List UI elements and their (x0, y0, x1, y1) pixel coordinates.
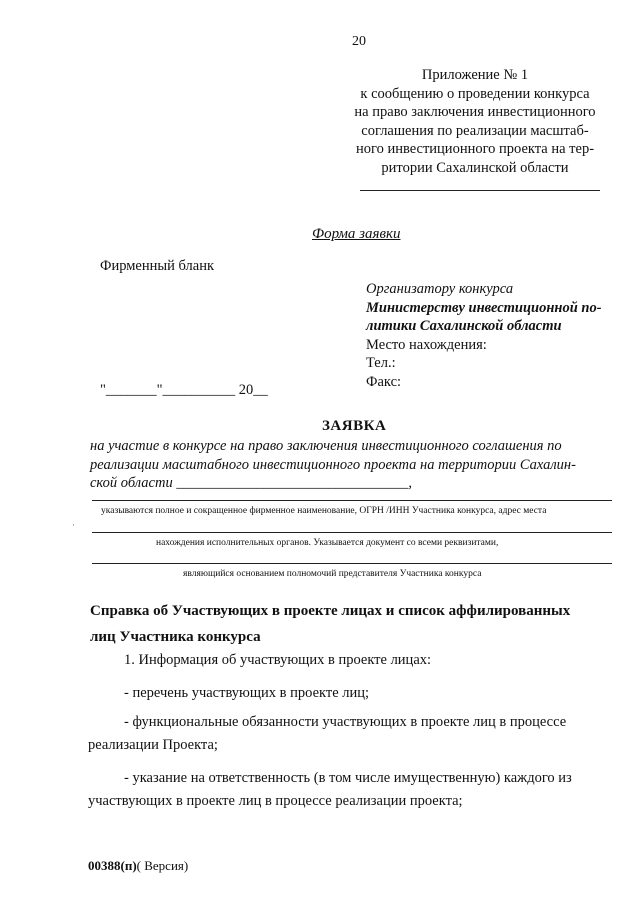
appendix-line-6: ритории Сахалинской области (381, 159, 569, 176)
form-title: Форма заявки (312, 226, 401, 242)
hint-line-1: указываются полное и сокращенное фирменное наименование, ОГРН /ИНН Участника конкурса, адрес места (101, 506, 547, 516)
appendix-line-3: на право заключения инвестиционного (354, 104, 596, 120)
fill-line-1 (92, 500, 612, 501)
addressee-label: Организатору конкурса (366, 281, 514, 297)
addressee-phone: Тел.: (366, 355, 396, 371)
subject-line-1: на участие в конкурсе на право заключения инвестиционного соглашения по (90, 438, 562, 454)
body-line-duties-cont: реализации Проекта; (88, 737, 218, 753)
page-number: 20 (352, 34, 366, 49)
body-line-responsibility: - указание на ответственность (в том числе имущественную) каждого из (124, 770, 572, 786)
footer-version: ( Версия) (136, 858, 189, 873)
section-heading-line-1: Справка об Участвующих в проекте лицах и список аффилированных (90, 603, 571, 619)
fill-line-2 (92, 532, 612, 533)
letterhead-label: Фирменный бланк (100, 258, 214, 274)
addressee-location: Место нахождения: (366, 336, 487, 353)
application-title: ЗАЯВКА (322, 418, 387, 434)
appendix-line-4: соглашения по реализации масштаб- (361, 122, 589, 139)
application-subject (90, 437, 610, 493)
addressee-name-line-1: Министерству инвестиционной по- (366, 299, 602, 316)
footer-document-code (88, 858, 188, 874)
appendix-line-5: ного инвестиционного проекта на тер- (355, 141, 595, 157)
body-line-participants-list: - перечень участвующих в проекте лиц; (124, 685, 370, 701)
appendix-header (340, 66, 610, 177)
addressee-name-line-2: литики Сахалинской области (366, 318, 562, 334)
hint-line-2: нахождения исполнительных органов. Указывается документ со всеми реквизитами, (156, 538, 499, 548)
addressee-fax: Факс: (366, 373, 402, 390)
body-line-info-heading: 1. Информация об участвующих в проекте лицах: (124, 652, 432, 668)
footer-code: 00388(п) (88, 858, 137, 873)
subject-line-2: реализации масштабного инвестиционного проекта на территории Сахалин- (90, 456, 576, 473)
date-line: "_______"__________ 20__ (100, 382, 268, 398)
body-line-responsibility-cont: участвующих в проекте лиц в процессе реализации проекта; (88, 793, 463, 809)
hint-line-3: являющийся основанием полномочий представителя Участника конкурса (183, 569, 482, 579)
appendix-line-1: Приложение № 1 (421, 67, 529, 83)
fill-line-3 (92, 563, 612, 564)
addressee-block (366, 280, 602, 391)
section-heading-line-2: лиц Участника конкурса (90, 629, 261, 645)
body-line-duties: - функциональные обязанности участвующих в проекте лиц в процессе (124, 714, 567, 730)
subject-line-3: ской области ________________________________, (90, 475, 412, 491)
section-heading (90, 598, 612, 650)
margin-mark: · (72, 520, 75, 530)
appendix-line-2: к сообщению о проведении конкурса (360, 85, 590, 102)
appendix-signature-line (360, 190, 600, 191)
